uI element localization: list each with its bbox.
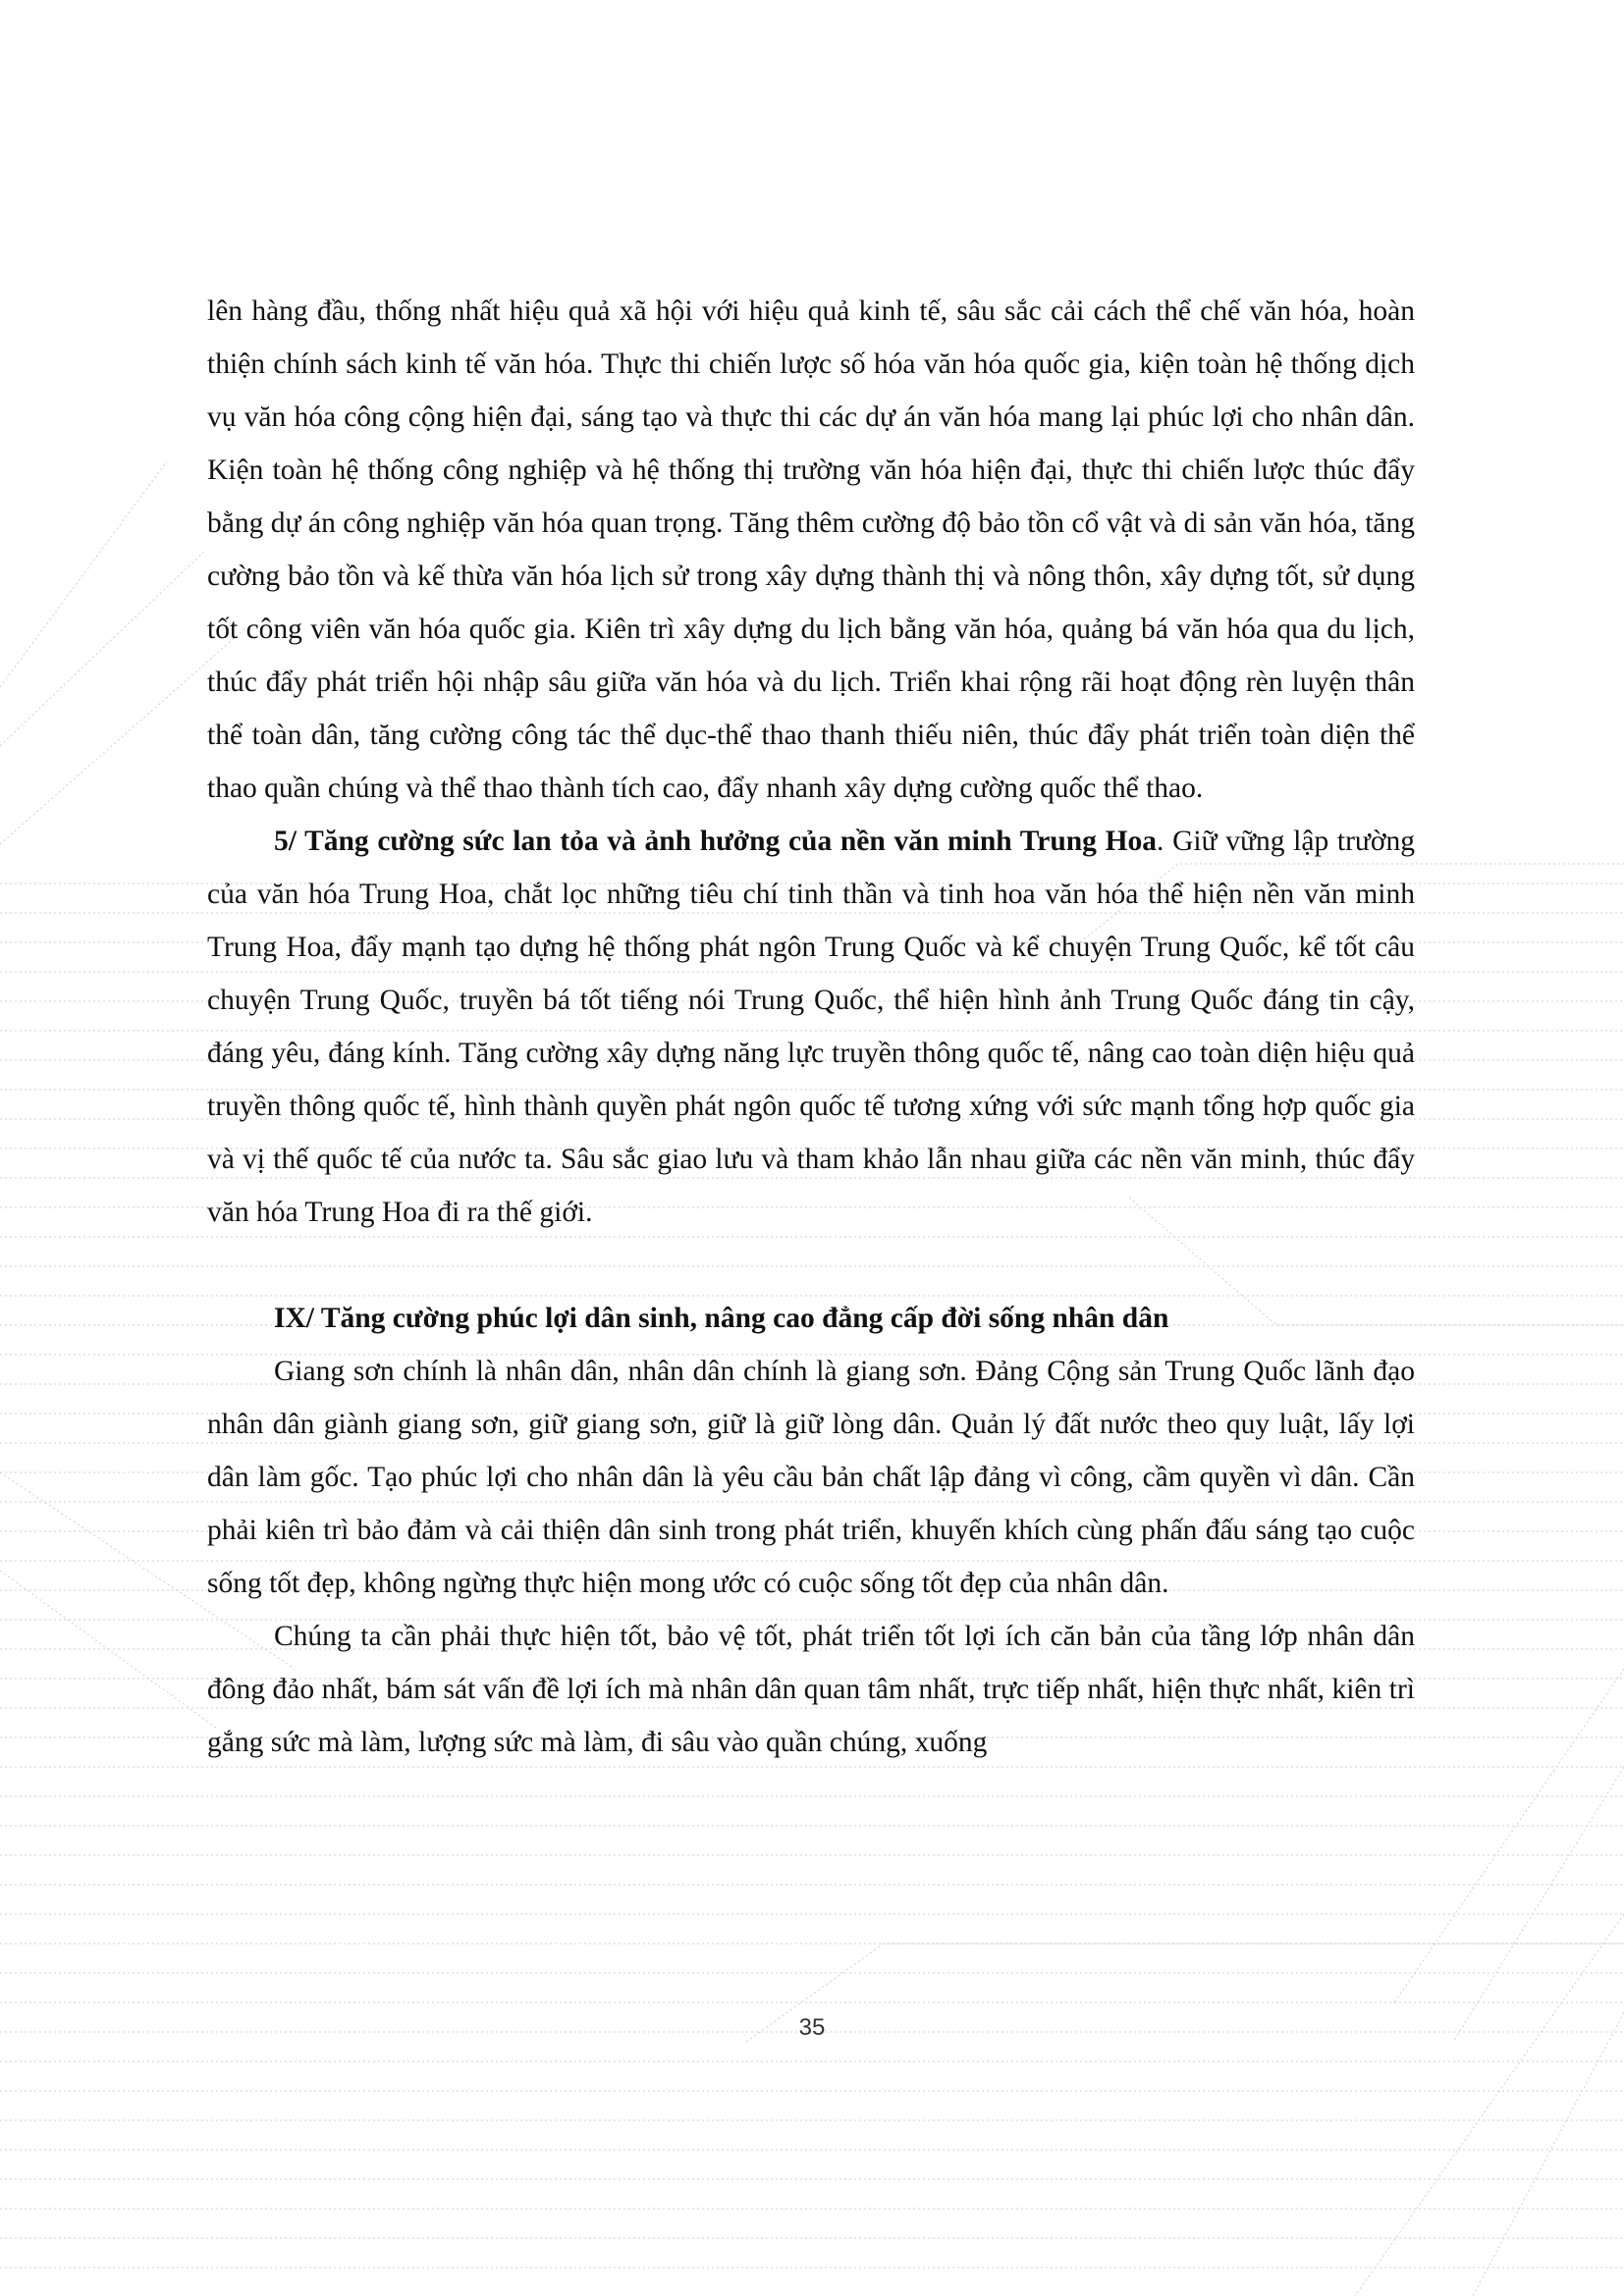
- document-body: [207, 285, 1415, 1769]
- paragraph-chinese-civilization: [207, 815, 1415, 1239]
- section-ix-heading: IX/ Tăng cường phúc lợi dân sinh, nâng cao đẳng cấp đời sống nhân dân: [274, 1303, 1169, 1334]
- paragraph-culture-continued: lên hàng đầu, thống nhất hiệu quả xã hội với hiệu quả kinh tế, sâu sắc cải cách thể chế văn hóa, hoàn thiện chính sách kinh tế văn hóa. Thực thi chiến lược số hóa văn hóa quốc gia, kiện toàn hệ thống dịch vụ văn hóa công cộng hiện đại, sáng tạo và thực thi các dự án văn hóa mang lại phúc lợi cho nhân dân. Kiện toàn hệ thống công nghiệp và hệ thống thị trường văn hóa hiện đại, thực thi chiến lược thúc đẩy bằng dự án công nghiệp văn hóa quan trọng. Tăng thêm cường độ bảo tồn cổ vật và di sản văn hóa, tăng cường bảo tồn và kế thừa văn hóa lịch sử trong xây dựng thành thị và nông thôn, xây dựng tốt, sử dụng tốt công viên văn hóa quốc gia. Kiên trì xây dựng du lịch bằng văn hóa, quảng bá văn hóa qua du lịch, thúc đẩy phát triển hội nhập sâu giữa văn hóa và du lịch. Triển khai rộng rãi hoạt động rèn luyện thân thể toàn dân, tăng cường công tác thể dục-thể thao thanh thiếu niên, thúc đẩy phát triển toàn diện thể thao quần chúng và thể thao thành tích cao, đẩy nhanh xây dựng cường quốc thể thao.: [207, 295, 1415, 804]
- paragraph-people-welfare: Giang sơn chính là nhân dân, nhân dân chính là giang sơn. Đảng Cộng sản Trung Quốc lãnh đạo nhân dân giành giang sơn, giữ giang sơn, giữ là giữ lòng dân. Quản lý đất nước theo quy luật, lấy lợi dân làm gốc. Tạo phúc lợi cho nhân dân là yêu cầu bản chất lập đảng vì công, cầm quyền vì dân. Cần phải kiên trì bảo đảm và cải thiện dân sinh trong phát triển, khuyến khích cùng phấn đấu sáng tạo cuộc sống tốt đẹp, không ngừng thực hiện mong ước có cuộc sống tốt đẹp của nhân dân.: [207, 1356, 1415, 1599]
- page-number: 35: [798, 2014, 826, 2041]
- section-5-heading: 5/ Tăng cường sức lan tỏa và ảnh hưởng của nền văn minh Trung Hoa: [274, 826, 1158, 857]
- paragraph-fundamental-interests: Chúng ta cần phải thực hiện tốt, bảo vệ tốt, phát triển tốt lợi ích căn bản của tầng lớp nhân dân đông đảo nhất, bám sát vấn đề lợi ích mà nhân dân quan tâm nhất, trực tiếp nhất, hiện thực nhất, kiên trì gắng sức mà làm, lượng sức mà làm, đi sâu vào quần chúng, xuống: [207, 1621, 1415, 1758]
- section-5-body: . Giữ vững lập trường của văn hóa Trung Hoa, chắt lọc những tiêu chí tinh thần và tinh hoa văn hóa thể hiện nền văn minh Trung Hoa, đẩy mạnh tạo dựng hệ thống phát ngôn Trung Quốc và kể chuyện Trung Quốc, kể tốt câu chuyện Trung Quốc, truyền bá tốt tiếng nói Trung Quốc, thể hiện hình ảnh Trung Quốc đáng tin cậy, đáng yêu, đáng kính. Tăng cường xây dựng năng lực truyền thông quốc tế, nâng cao toàn diện hiệu quả truyền thông quốc tế, hình thành quyền phát ngôn quốc tế tương xứng với sức mạnh tổng hợp quốc gia và vị thế quốc tế của nước ta. Sâu sắc giao lưu và tham khảo lẫn nhau giữa các nền văn minh, thúc đẩy văn hóa Trung Hoa đi ra thế giới.: [207, 826, 1415, 1228]
